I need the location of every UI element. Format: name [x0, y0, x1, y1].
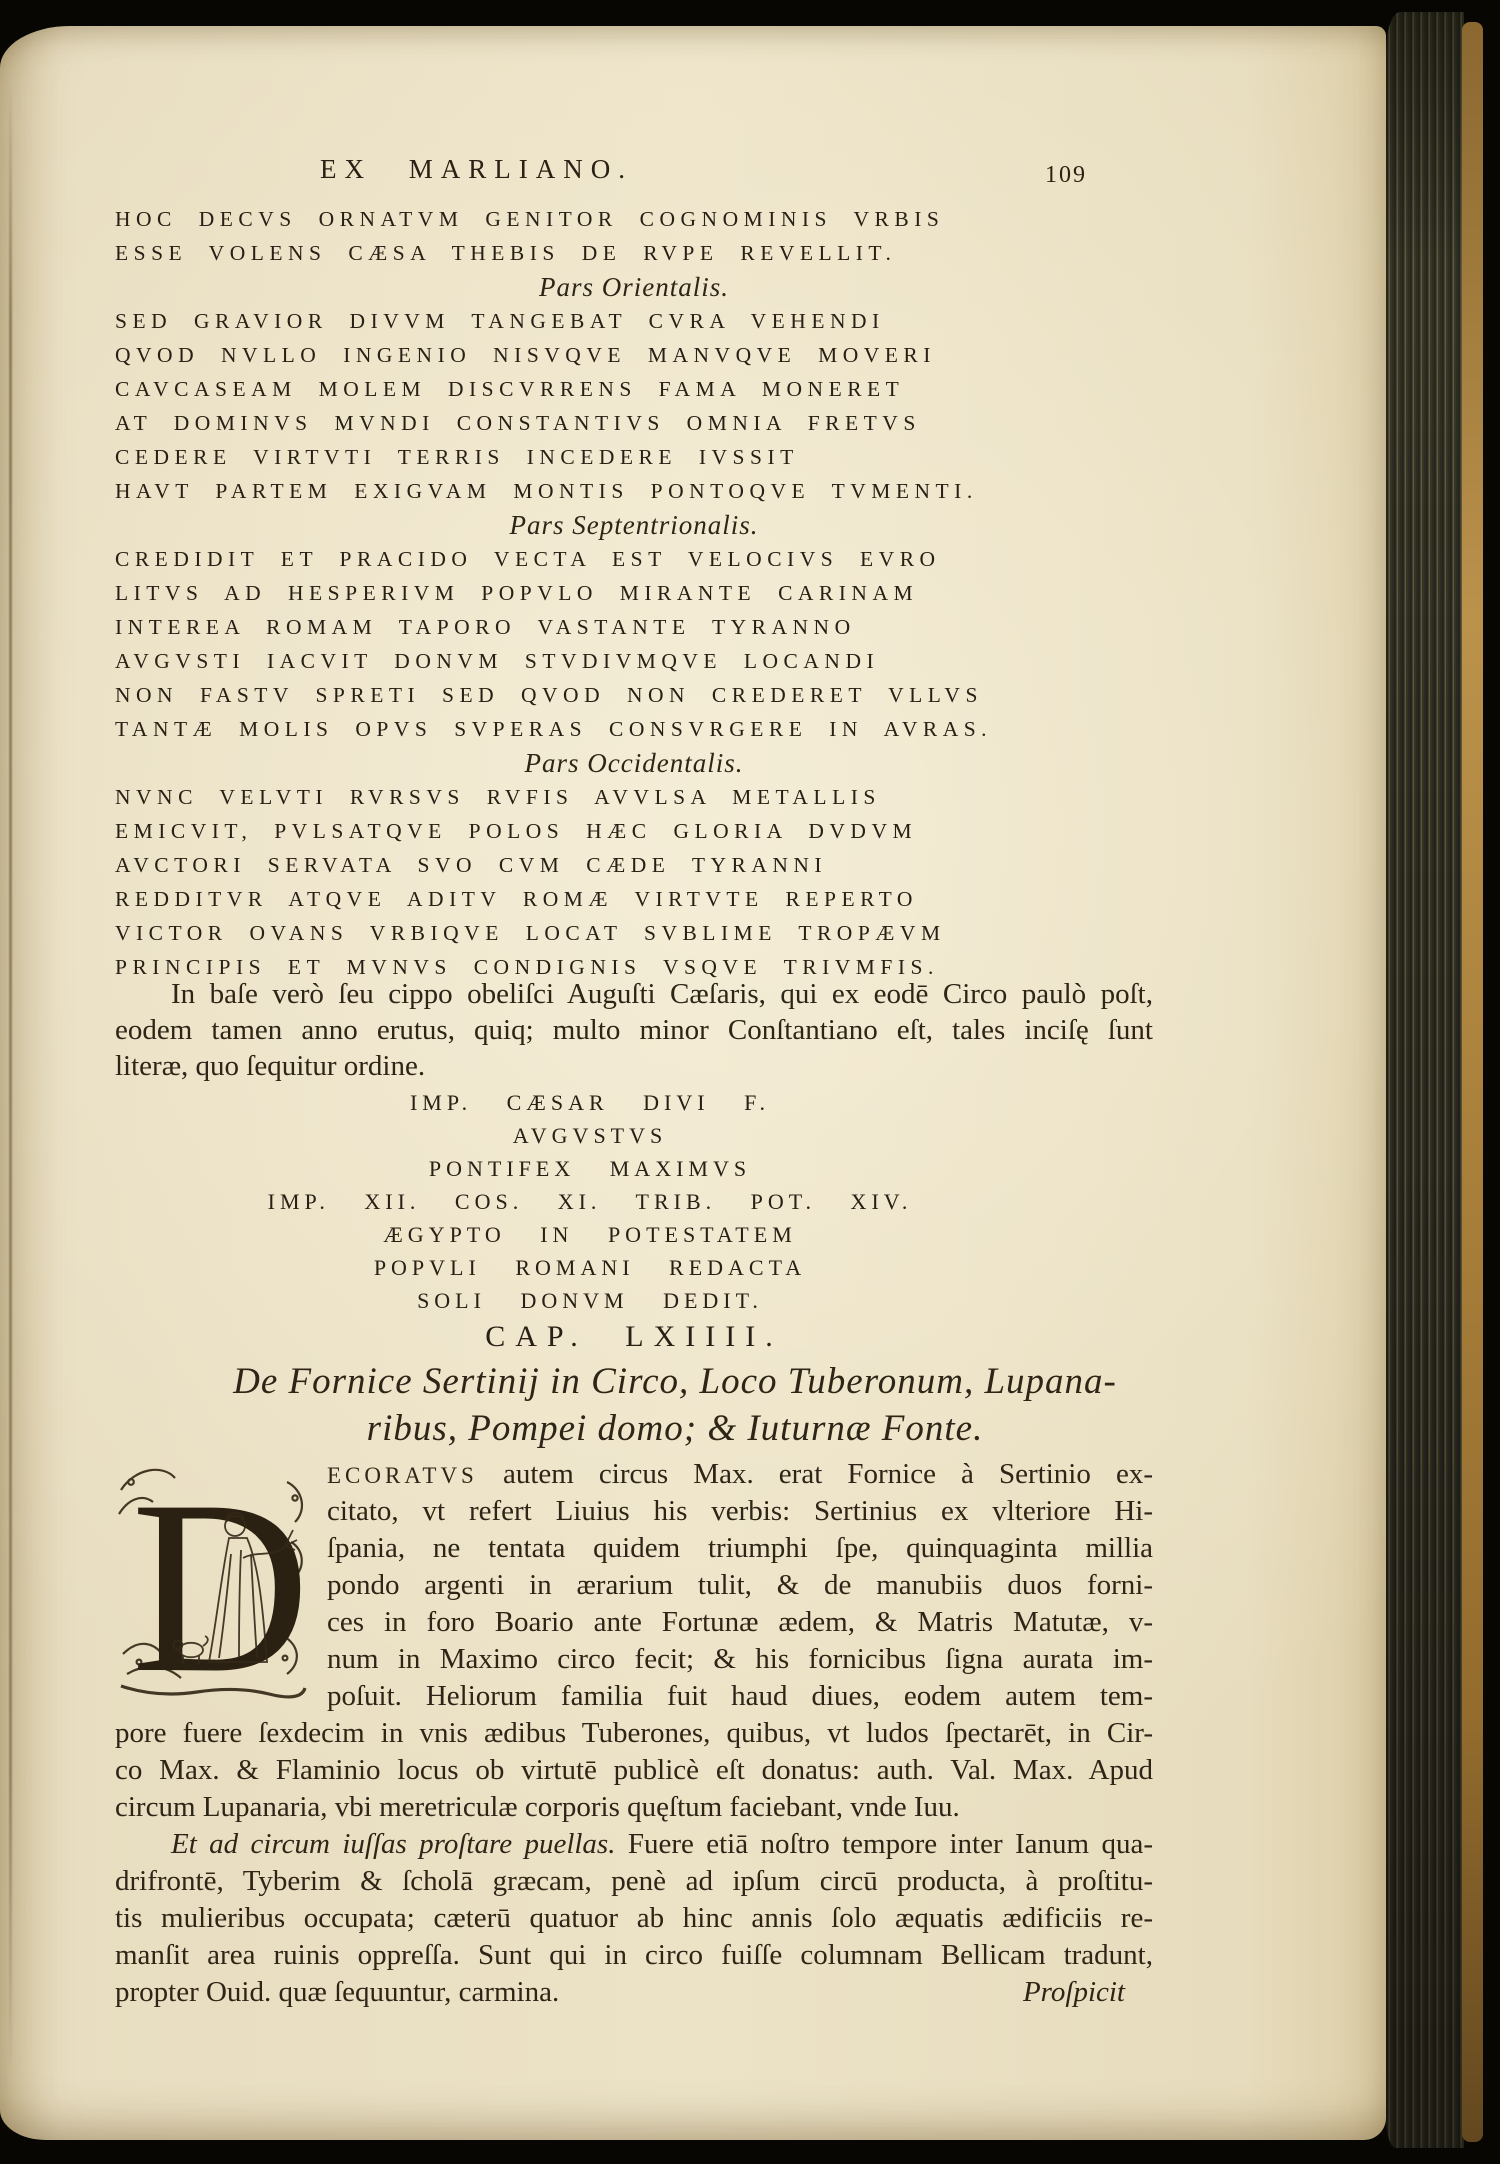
text-line: SED GRAVIOR DIVVM TANGEBAT CVRA VEHENDI: [115, 309, 885, 333]
chapter-title-line: ribus, Pompei domo; & Iuturnæ Fonte.: [366, 1408, 984, 1449]
text-line: EMICVIT, PVLSATQVE POLOS HÆC GLORIA DVDVM: [115, 819, 918, 843]
text-line: PONTIFEX MAXIMVS: [428, 1156, 752, 1181]
text-line: circum Lupanaria, vbi meretriculæ corporis quęſtum faciebant, vnde Iuu.: [115, 1791, 960, 1823]
opening-full-lines: [115, 1715, 1153, 1826]
paragraph2-italic-lead: Et ad circum iuſſas proſtare puellas.: [171, 1828, 616, 1860]
text-line: Pars Septentrionalis.: [509, 510, 759, 540]
paragraph2-first-line-text: Fuere etiā noſtro tempore inter Ianum qua-: [627, 1828, 1154, 1860]
opening-first-line-text: autem circus Max. erat Fornice à Sertinio ex-: [502, 1458, 1154, 1490]
text-line: IMP. XII. COS. XI. TRIB. POT. XIV.: [267, 1189, 913, 1214]
text-line: eodem tamen anno erutus, quiq; multo minor Conſtantiano eſt, tales inciſę ſunt: [115, 1014, 1153, 1046]
book-page: [0, 26, 1386, 2140]
text-line: co Max. & Flaminio locus ob virtutē publicè eſt donatus: auth. Val. Max. Apud: [115, 1754, 1153, 1786]
base-inscription-paragraph: [115, 976, 1153, 1084]
drop-cap-letter: D: [131, 1462, 311, 1702]
text-line: Pars Occidentalis.: [524, 748, 744, 778]
text-line: literæ, quo ſequitur ordine.: [115, 1050, 426, 1082]
text-line: AVGVSTVS: [512, 1123, 668, 1148]
text-line: poſuit. Heliorum familia fuit haud diues, eodem autem tem-: [327, 1680, 1153, 1712]
chapter-title-line: De Fornice Sertinij in Circo, Loco Tuberonum, Lupana-: [233, 1361, 1117, 1402]
text-line: LITVS AD HESPERIVM POPVLO MIRANTE CARINAM: [115, 581, 919, 605]
text-line: pondo argenti in ærarium tulit, & de manubiis duos forni-: [327, 1569, 1153, 1601]
text-line: Pars Orientalis.: [538, 272, 729, 302]
text-line: num in Maximo circo fecit; & his fornicibus ſigna aurata im-: [327, 1643, 1153, 1675]
text-line: In baſe verò ſeu cippo obeliſci Auguſti Cæſaris, qui ex eodē Circo paulò poſt,: [171, 978, 1153, 1010]
catchword: Proſpicit: [1022, 1976, 1125, 2008]
text-line: INTEREA ROMAM TAPORO VASTANTE TYRANNO: [115, 615, 856, 639]
paragraph2-lines: [115, 1863, 1153, 1974]
text-line: REDDITVR ATQVE ADITV ROMÆ VIRTVTE REPERTO: [115, 887, 918, 911]
text-line: NVNC VELVTI RVRSVS RVFIS AVVLSA METALLIS: [115, 785, 881, 809]
text-line: pore fuere ſexdecim in vnis ædibus Tuberones, quibus, vt ludos ſpectarēt, in Cir-: [115, 1717, 1153, 1749]
paragraph2-last-line: [115, 1974, 1153, 2011]
running-title: EX MARLIANO.: [320, 154, 633, 184]
opening-lead-caps: ECORATVS: [327, 1463, 478, 1488]
text-line: AVCTORI SERVATA SVO CVM CÆDE TYRANNI: [115, 853, 828, 877]
text-block: [115, 26, 1153, 2140]
text-line: ÆGYPTO IN POTESTATEM: [383, 1222, 797, 1247]
paragraph2-first-line: [115, 1826, 1153, 1863]
text-line: PRINCIPIS ET MVNVS CONDIGNIS VSQVE TRIVMFIS.: [115, 955, 939, 979]
text-line: CREDIDIT ET PRACIDO VECTA EST VELOCIVS EVRO: [115, 547, 941, 571]
text-line: SOLI DONVM DEDIT.: [417, 1288, 763, 1313]
chapter-opening: [115, 1456, 1153, 2011]
text-line: POPVLI ROMANI REDACTA: [373, 1255, 807, 1280]
text-line: manſit area ruinis oppreſſa. Sunt qui in circo fuiſſe columnam Bellicam tradunt,: [115, 1939, 1153, 1971]
text-line: CEDERE VIRTVTI TERRIS INCEDERE IVSSIT: [115, 445, 799, 469]
text-line: ESSE VOLENS CÆSA THEBIS DE RVPE REVELLIT.: [115, 241, 897, 265]
text-line: AVGVSTI IACVIT DONVM STVDIVMQVE LOCANDI: [115, 649, 880, 673]
text-line: HOC DECVS ORNATVM GENITOR COGNOMINIS VRBIS: [115, 207, 945, 231]
text-line: VICTOR OVANS VRBIQVE LOCAT SVBLIME TROPÆVM: [115, 921, 946, 945]
obelisk-inscription: [115, 1086, 1065, 1317]
paragraph2-last-line-text: propter Ouid. quæ ſequuntur, carmina.: [115, 1976, 560, 2008]
text-line: QVOD NVLLO INGENIO NISVQVE MANVQVE MOVERI: [115, 343, 936, 367]
text-line: IMP. CÆSAR DIVI F.: [409, 1090, 771, 1115]
text-line: ſpania, ne tentata quidem triumphi ſpe, quinquaginta millia: [327, 1532, 1153, 1564]
woodcut-initial-illustration: [115, 1462, 311, 1702]
text-line: HAVT PARTEM EXIGVAM MONTIS PONTOQVE TVMENTI.: [115, 479, 978, 503]
text-line: tis mulieribus occupata; cæterū quatuor ab hinc annis ſolo æquatis ædificiis re-: [115, 1902, 1153, 1934]
text-line: drifrontē, Tyberim & ſcholā græcam, penè ad ipſum circū producta, à proſtitu-: [115, 1865, 1153, 1897]
book-fore-edge: [1386, 12, 1464, 2148]
text-line: AT DOMINVS MVNDI CONSTANTIVS OMNIA FRETVS: [115, 411, 921, 435]
text-line: CAVCASEAM MOLEM DISCVRRENS FAMA MONERET: [115, 377, 905, 401]
text-line: ces in foro Boario ante Fortunæ ædem, & Matris Matutæ, v-: [327, 1606, 1153, 1638]
page-number: 109: [1045, 162, 1087, 188]
page-gutter-crease: [9, 86, 12, 2070]
text-line: citato, vt refert Liuius his verbis: Sertinius ex vlteriore Hi-: [327, 1495, 1153, 1527]
chapter-title: [175, 1358, 1175, 1452]
book-cover-edge: [1462, 22, 1483, 2142]
verse-block: [115, 202, 1153, 984]
woodcut-initial-D: [115, 1462, 311, 1702]
chapter-heading: CAP. LXIIII.: [485, 1320, 783, 1353]
text-line: NON FASTV SPRETI SED QVOD NON CREDERET VLLVS: [115, 683, 983, 707]
text-line: TANTÆ MOLIS OPVS SVPERAS CONSVRGERE IN AVRAS.: [115, 717, 993, 741]
